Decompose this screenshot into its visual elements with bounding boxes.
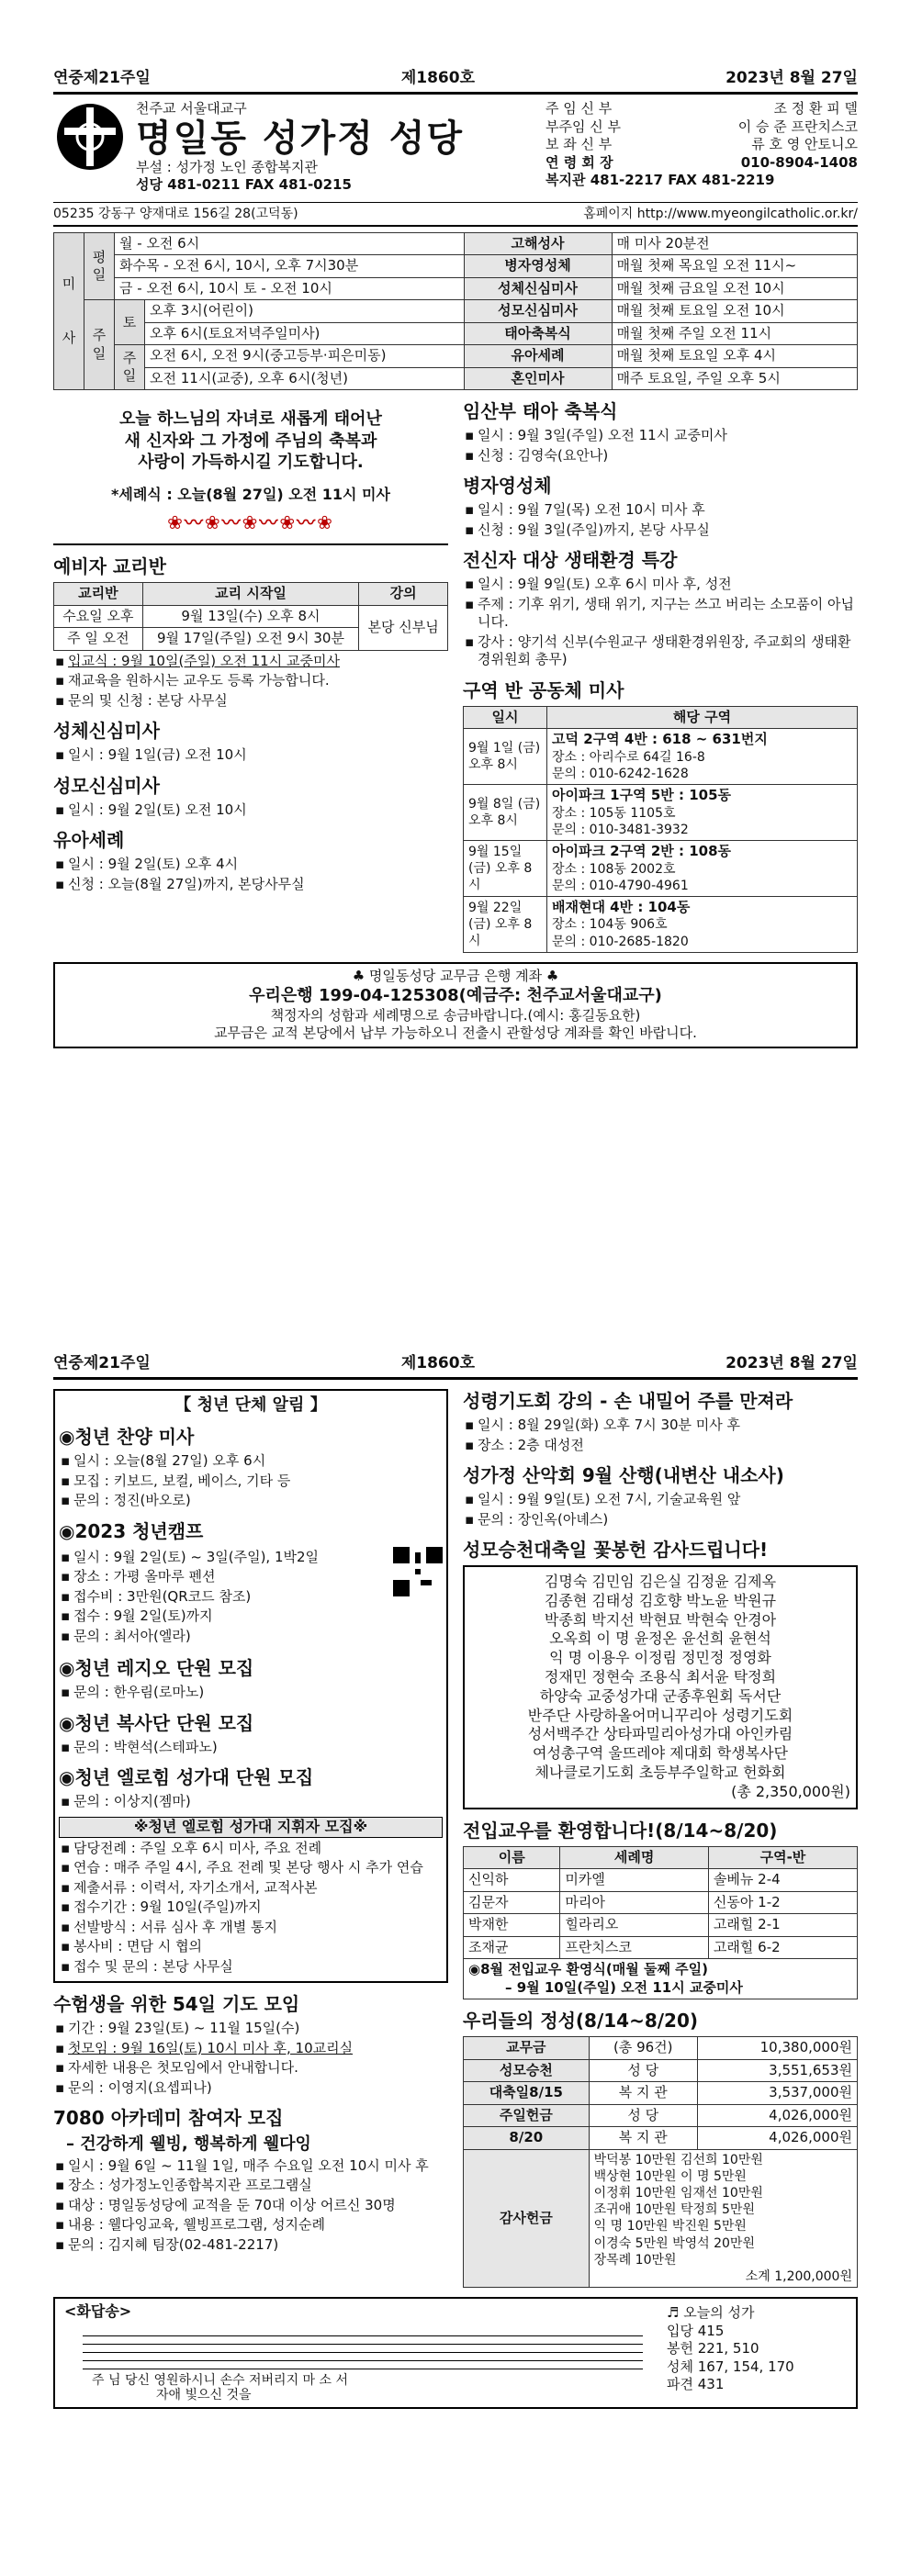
service-name: 유아세례 [464,345,612,368]
catechumen-table: 교리반 교리 시작일 강의 수요일 오후 9월 13일(수) 오후 8시 본당 신부님 주 일 오전 9월 17일(주일) 오전 9시 30분 [53,582,448,651]
mass-label: 미 사 [54,232,84,390]
section-title: 성모신심미사 [53,774,160,797]
diocese: 천주교 서울대교구 [136,100,247,118]
right-column: 임산부 태아 축복식 ▪ 일시 : 9월 3일(주일) 오전 11시 교중미사 ▪ 신청 : 김영숙(요안나) 병자영성체 ▪ 일시 : 9월 7일(목) 오전 10시 미사 후 ▪ 신청 : 9월 3일(주일)까지, 본당 사무실 전신자 대상 생태환경 특강 ▪ 일시 : 9월 9일(토) 오후 6시 미사 후, 성전 ▪ 주제 : 기후 위기, 생태 위기, 지구는 쓰고 버리는 소모품이 아닙니다. ▪ 강사 : 양기석 신부(수원교구 생태환경위원장, 주교회의 생태환경위원회 총무) 구역 반 공동체 미사 일시 해당 구역 9월 1일 (금) 오후 8시 고덕 2구역 4반 : 618 ~ 631번지 장소 : 아리수로 64길 16-8 문의 : 010-6242-1628 9월 8일 (금) 오후 8시 아이파크 1구역 5반 : 105동 장소 : 105동 1105호 문의 : 010-3481-3932 9월 15일 (금) 오후 8시 아이파크 2구역 2반 : 108동 장소 : 108동 2002호 문의 : 010-4790-4961 9월 22일 (금) 오후 8시 배재현대 4반 : 104동 장소 : 104동 906호 문의 : 010-2685-1820 [463,399,858,953]
flower-donor-list: 김명숙 김민임 김은실 김정윤 김제옥 김종현 김태성 김호향 박노윤 박원규 박종희 박지선 박현묘 박현숙 안경아 오옥희 이 명 윤정온 윤선희 윤현석 익 명 이용우 이정림 정민정 정영화 정재민 정현숙 조용식 최서윤 탁정희 하양숙 교중성가대 군종후원회 독서단 반주단 사랑하올어머니꾸리아 성령기도회 성서백주간 상타파밀리아성가대 아인카림 여성총구역 울뜨레야 제대회 학생복사단 체나클로기도회 초등부주일학교 헌화회 (총 2,350,000원) [463,1565,858,1809]
table-row: 9월 8일 (금) 오후 8시 아이파크 1구역 5반 : 105동 장소 : 105동 1105호 문의 : 010-3481-3932 [464,785,858,841]
bulletin-page-2 [0,1285,911,2570]
parish-masthead [53,95,858,198]
clergy-row: 주 임 신 부 조 정 환 피 델 [545,100,858,118]
district-mass-table: 일시 해당 구역 9월 1일 (금) 오후 8시 고덕 2구역 4반 : 618 ~ 631번지 장소 : 아리수로 64길 16-8 문의 : 010-6242-1628 9월 8일 (금) 오후 8시 아이파크 1구역 5반 : 105동 장소 : 105동 1105호 문의 : 010-3481-3932 9월 15일 (금) 오후 8시 아이파크 2구역 2반 : 108동 장소 : 108동 2002호 문의 : 010-4790-4961 9월 22일 (금) 오후 8시 배재현대 4반 : 104동 장소 : 104동 906호 문의 : 010-2685-1820 [463,706,858,953]
qr-code-icon[interactable] [393,1547,443,1596]
saturday-label: 토 [115,300,145,345]
right-column: 성령기도회 강의 - 손 내밀어 주를 만져라 ▪ 일시 : 8월 29일(화) 오후 7시 30분 미사 후 ▪ 장소 : 2층 대성전 성가정 산악회 9월 산행(내변산 내소사) ▪ 일시 : 9월 9일(토) 오전 7시, 기술교육원 앞 ▪ 문의 : 장인옥(아녜스) 성모승천대축일 꽃봉헌 감사드립니다! 김명숙 김민임 김은실 김정윤 김제옥 김종현 김태성 김호향 박노윤 박원규 박종희 박지선 박현묘 박현숙 안경아 오옥희 이 명 윤정온 윤선희 윤현석 익 명 이용우 이정림 정민정 정영화 정재민 정현숙 조용식 최서윤 탁정희 하양숙 교중성가대 군종후원회 독서단 반주단 사랑하올어머니꾸리아 성령기도회 성서백주간 상타파밀리아성가대 아인카림 여성총구역 울뜨레야 제대회 학생복사단 체나클로기도회 초등부주일학교 헌화회 (총 2,350,000원) 전입교우를 환영합니다!(8/14~8/20) 이름 세례명 구역-반 신익하 미카엘 솔베뉴 2-4 김문자 마리아 신동아 1-2 박재한 힐라리오 고래힐 2-1 조재균 프란치스코 고래힐 6-2 ◉8월 전입교우 환영식(매월 둘째 주일) – 9월 10일(주일) 오전 11시 교중미사 우리들의 정성(8/14~8/20) 교무금 (총 96건) 10,380,000원 성모승천 성 당 3,551,653원 대축일8/15 복 지 관 3,537,000원 주일헌금 성 당 4,026,000원 8/20 복 지 관 4,026,000원 감사헌금 박덕봉 10만원 김선희 10만원 백상현 10만원 이 명 5만원 이정휘 10만원 임재선 10만원 조귀애 10만원 탁정희 5만원 익 명 10만원 박진원 5만원 이경숙 5만원 박영석 20만원 장목례 10만원 소계 1,200,000원 [463,1389,858,2288]
welfare-annex: 부설 : 성가정 노인 종합복지관 [136,158,319,175]
issue-date: 2023년 8월 27일 [725,69,858,87]
section-title: 전신자 대상 생태환경 특강 [463,549,678,572]
newcomer-table: 이름 세례명 구역-반 신익하 미카엘 솔베뉴 2-4 김문자 마리아 신동아 1-2 박재한 힐라리오 고래힐 2-1 조재균 프란치스코 고래힐 6-2 ◉8월 전입교우 환영식(매월 둘째 주일) – 9월 10일(주일) 오전 11시 교중미사 [463,1846,858,2000]
section-title: 구역 반 공동체 미사 [463,678,624,701]
bulletin-header: 연중제21주일 제1860호 2023년 8월 27일 [53,1285,858,1380]
service-time: 매월 첫째 금요일 오전 10시 [612,277,857,300]
issue-week: 연중제21주일 [53,69,151,87]
section-title: 성체신심미사 [53,720,160,743]
table-row: 교무금 (총 96건) 10,380,000원 [464,2037,858,2060]
hymn-box [53,2297,858,2409]
bulletin-page-1 [0,0,911,1285]
address: 05235 강동구 양재대로 156길 28(고덕동) [53,206,298,221]
table-row: 조재균 프란치스코 고래힐 6-2 [464,1936,858,1959]
offering-table [463,2036,858,2288]
service-name: 성모신심미사 [464,300,612,323]
bank-account: 우리은행 199-04-125308(예금주: 천주교서울대교구) [249,986,662,1006]
table-row: 대축일8/15 복 지 관 3,537,000원 [464,2082,858,2105]
service-time: 매월 첫째 토요일 오후 4시 [612,345,857,368]
table-row: 성모승천 성 당 3,551,653원 [464,2059,858,2082]
clergy-row: 보 좌 신 부 류 호 영 안토니오 [545,136,858,153]
bulletin-header [53,0,858,95]
table-row: 9월 22일 (금) 오후 8시 배재현대 4반 : 104동 장소 : 104동 906호 문의 : 010-2685-1820 [464,896,858,952]
service-time: 매월 첫째 목요일 오전 11시~ [612,255,857,278]
sunday-mass-label: 주일 [115,345,145,390]
section-title: 임산부 태아 축복식 [463,400,618,423]
clergy-list [545,100,858,190]
music-staff-icon [83,2335,643,2369]
section-title: 유아세례 [53,829,125,852]
service-time: 매월 첫째 토요일 오전 10시 [612,300,857,323]
psalm-score: <화답송> 주 님 당신 영원하시니 손수 저버리지 마 소 서 자애 빛으신 것을 [55,2299,661,2407]
address-bar [53,202,858,227]
table-row: 8/20 복 지 관 4,026,000원 [464,2127,858,2150]
service-name: 성체신심미사 [464,277,612,300]
homepage-link[interactable]: 홈페이지 http://www.myeongilcatholic.or.kr/ [583,206,858,221]
today-hymns: ♬ 오늘의 성가 입당 415 봉헌 221, 510 성체 167, 154, 170 파견 431 [667,2304,794,2393]
service-name: 고해성사 [464,232,612,255]
service-time: 매주 토요일, 주일 오후 5시 [612,367,857,390]
clergy-row: 연 령 회 장 010-8904-1408 [545,153,858,171]
flower-garland-icon: ❀〰❀〰❀〰❀〰❀ [167,511,334,534]
blessing-box: 오늘 하느님의 자녀로 새롭게 태어난 새 신자와 그 가정에 주님의 축복과 사랑이 가득하시길 기도합니다. *세례식 : 오늘(8월 27일) 오전 11시 미사 ❀〰❀〰❀〰❀〰❀ [53,399,448,545]
table-row: 박재한 힐라리오 고래힐 2-1 [464,1914,858,1937]
service-name: 태아축복식 [464,322,612,345]
table-row: 감사헌금 박덕봉 10만원 김선희 10만원 백상현 10만원 이 명 5만원 이정휘 10만원 임재선 10만원 조귀애 10만원 탁정희 5만원 익 명 10만원 박진원 5만원 이경숙 5만원 박영석 20만원 장목례 10만원 소계 1,200,000원 [464,2149,858,2288]
weekday-mass: 금 - 오전 6시, 10시 토 - 오전 10시 [115,277,465,300]
saturday-mass: 오후 3시(어린이) [145,300,465,323]
weekday-label: 평일 [84,232,115,300]
section-title: 병자영성체 [463,475,552,498]
service-time: 매 미사 20분전 [612,232,857,255]
issue-number: 제1860호 [400,69,476,87]
left-column: 오늘 하느님의 자녀로 새롭게 태어난 새 신자와 그 가정에 주님의 축복과 사랑이 가득하시길 기도합니다. *세례식 : 오늘(8월 27일) 오전 11시 미사 ❀〰❀〰❀〰❀〰❀ 예비자 교리반 교리반 교리 시작일 강의 수요일 오후 9월 13일(수) 오후 8시 본당 신부님 주 일 오전 9월 17일(주일) 오전 9시 30분 ▪ 입교식 : 9월 10일(주일) 오전 11시 교중미사 ▪ 재교육을 원하시는 교우도 등록 가능합니다. ▪ 문의 및 신청 : 본당 사무실 성체신심미사 ▪ 일시 : 9월 1일(금) 오전 10시 성모신심미사 ▪ 일시 : 9월 2일(토) 오전 10시 유아세례 ▪ 일시 : 9월 2일(토) 오후 4시 ▪ 신청 : 오늘(8월 27일)까지, 본당사무실 [53,399,448,953]
sunday-label: 주일 [84,300,115,390]
parish-name: 명일동 성가정 성당 [136,117,464,160]
welfare-phone: 복지관 481-2217 FAX 481-2219 [545,172,775,189]
table-row: 신익하 미카엘 솔베뉴 2-4 [464,1869,858,1892]
office-phone: 성당 481-0211 FAX 481-0215 [136,176,352,194]
catechumen-info: ▪ 입교식 : 9월 10일(주일) 오전 11시 교중미사 ▪ 재교육을 원하시는 교우도 등록 가능합니다. ▪ 문의 및 신청 : 본당 사무실 [53,653,448,711]
baptism-notice: *세례식 : 오늘(8월 27일) 오전 11시 미사 [111,486,390,504]
table-row: 주일헌금 성 당 4,026,000원 [464,2104,858,2127]
mass-schedule-table [53,232,858,391]
sunday-mass: 오전 11시(교중), 오후 6시(청년) [145,367,465,390]
service-name: 병자영성체 [464,255,612,278]
saturday-mass: 오후 6시(토요저녁주일미사) [145,322,465,345]
service-time: 매월 첫째 주일 오전 11시 [612,322,857,345]
section-title: 예비자 교리반 [53,555,166,578]
parish-logo-icon [53,100,127,174]
bank-account-box: ♣ 명일동성당 교무금 은행 계좌 ♣ 우리은행 199-04-125308(예금주: 천주교서울대교구) 책정자의 성함과 세례명으로 송금바랍니다.(예시: 홍길동요한) 교무금은 교적 본당에서 납부 가능하오니 전출시 관할성당 계좌를 확인 바랍니다. [53,962,858,1048]
left-column: 【 청년 단체 알림 】 ◉청년 찬양 미사 ▪ 일시 : 오늘(8월 27일) 오후 6시 ▪ 모집 : 키보드, 보컬, 베이스, 기타 등 ▪ 문의 : 정진(바오로) ◉2023 청년캠프 ▪ 일시 : 9월 2일(토) ~ 3일(주일), 1박2일 ▪ 장소 : 가평 올마루 펜션 ▪ 접수비 : 3만원(QR코드 참조) ▪ 접수 : 9월 2일(토)까지 ▪ 문의 : 최서아(엘라) ◉청년 레지오 단원 모집 ▪ 문의 : 한우림(로마노) ◉청년 복사단 단원 모집 ▪ 문의 : 박현석(스테파노) ◉청년 엘로힘 성가대 단원 모집 ▪ 문의 : 이상지(젬마) ※청년 엘로힘 성가대 지휘자 모집※ ▪ 담당전례 : 주일 오후 6시 미사, 주요 전례 ▪ 연습 : 매주 주일 4시, 주요 전례 및 본당 행사 시 추가 연습 ▪ 제출서류 : 이력서, 자기소개서, 교적사본 ▪ 접수기간 : 9월 10일(주일)까지 ▪ 선발방식 : 서류 심사 후 개별 통지 ▪ 봉사비 : 면담 시 협의 ▪ 접수 및 문의 : 본당 사무실 수험생을 위한 54일 기도 모임 ▪ 기간 : 9월 23일(토) ~ 11월 15일(수) ▪ 첫모임 : 9월 16일(토) 10시 미사 후, 10교리실 ▪ 자세한 내용은 첫모임에서 안내합니다. ▪ 문의 : 이영지(요셉피나) 7080 아카데미 참여자 모집 – 건강하게 웰빙, 행복하게 웰다잉 ▪ 일시 : 9월 6일 ~ 11월 1일, 매주 수요일 오전 10시 미사 후 ▪ 장소 : 성가정노인종합복지관 프로그램실 ▪ 대상 : 명일동성당에 교적을 둔 70대 이상 어르신 30명 ▪ 내용 : 웰다잉교육, 웰빙프로그램, 성지순례 ▪ 문의 : 김지혜 팀장(02-481-2217) [53,1389,448,2288]
weekday-mass: 월 - 오전 6시 [115,232,465,255]
clergy-row: 부주임 신 부 이 승 준 프란치스코 [545,118,858,135]
service-name: 혼인미사 [464,367,612,390]
table-row: 9월 15일 (금) 오후 8시 아이파크 2구역 2반 : 108동 장소 : 108동 2002호 문의 : 010-4790-4961 [464,841,858,897]
youth-notices: 【 청년 단체 알림 】 ◉청년 찬양 미사 ▪ 일시 : 오늘(8월 27일) 오후 6시 ▪ 모집 : 키보드, 보컬, 베이스, 기타 등 ▪ 문의 : 정진(바오로) ◉2023 청년캠프 ▪ 일시 : 9월 2일(토) ~ 3일(주일), 1박2일 ▪ 장소 : 가평 올마루 펜션 ▪ 접수비 : 3만원(QR코드 참조) ▪ 접수 : 9월 2일(토)까지 ▪ 문의 : 최서아(엘라) ◉청년 레지오 단원 모집 ▪ 문의 : 한우림(로마노) ◉청년 복사단 단원 모집 ▪ 문의 : 박현석(스테파노) ◉청년 엘로힘 성가대 단원 모집 ▪ 문의 : 이상지(젬마) ※청년 엘로힘 성가대 지휘자 모집※ ▪ 담당전례 : 주일 오후 6시 미사, 주요 전례 ▪ 연습 : 매주 주일 4시, 주요 전례 및 본당 행사 시 추가 연습 ▪ 제출서류 : 이력서, 자기소개서, 교적사본 ▪ 접수기간 : 9월 10일(주일)까지 ▪ 선발방식 : 서류 심사 후 개별 통지 ▪ 봉사비 : 면담 시 협의 ▪ 접수 및 문의 : 본당 사무실 [53,1389,448,1983]
weekday-mass: 화수목 - 오전 6시, 10시, 오후 7시30분 [115,255,465,278]
table-row: 김문자 마리아 신동아 1-2 [464,1891,858,1914]
sunday-mass: 오전 6시, 오전 9시(중고등부·피은미동) [145,345,465,368]
table-row: 9월 1일 (금) 오후 8시 고덕 2구역 4반 : 618 ~ 631번지 장소 : 아리수로 64길 16-8 문의 : 010-6242-1628 [464,729,858,785]
